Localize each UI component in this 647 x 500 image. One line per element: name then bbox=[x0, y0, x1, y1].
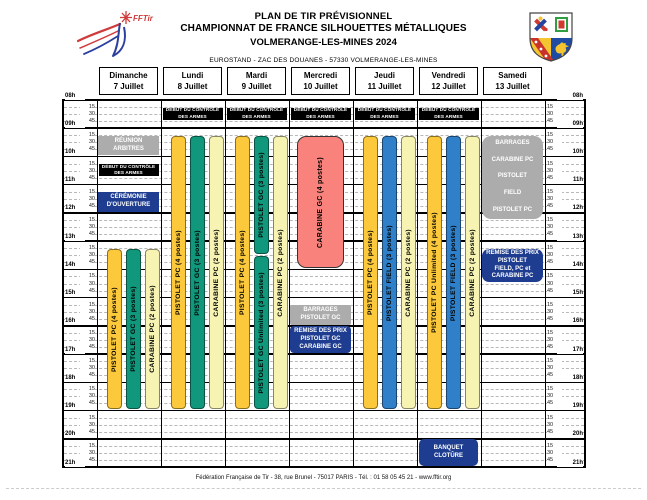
quarter-label-left: 45 bbox=[80, 316, 95, 322]
hour-label-left: 10h bbox=[65, 149, 85, 156]
day-header bbox=[483, 67, 542, 95]
quarter-gridline bbox=[64, 425, 584, 426]
day-date: 11 Juillet bbox=[367, 81, 402, 91]
hour-label-left: 11h bbox=[65, 177, 85, 184]
event-session-bar bbox=[107, 249, 122, 410]
event-box-line: BARRAGES bbox=[495, 140, 530, 147]
event-box-line: PISTOLET GC bbox=[300, 335, 341, 342]
quarter-label-left: 45 bbox=[80, 457, 95, 463]
quarter-label-left: 30 bbox=[80, 281, 95, 287]
day-name: Jeudi bbox=[374, 70, 395, 80]
quarter-label-right: 15 bbox=[547, 245, 562, 251]
day-name: Mardi bbox=[245, 70, 268, 80]
event-session-bar bbox=[363, 136, 378, 409]
page-location-year: VOLMERANGE-LES-MINES 2024 bbox=[250, 37, 397, 48]
hour-label-left: 08h bbox=[65, 93, 85, 100]
hour-label-right: 09h bbox=[557, 121, 583, 128]
quarter-label-left: 30 bbox=[80, 196, 95, 202]
notice-line: DES ARMES bbox=[114, 170, 143, 176]
event-box-line: PISTOLET bbox=[497, 173, 528, 180]
event-session-bar bbox=[190, 136, 205, 409]
event-info-box bbox=[482, 249, 543, 282]
event-session-bar bbox=[254, 256, 269, 409]
quarter-label-left: 45 bbox=[80, 175, 95, 181]
event-label: PISTOLET FIELD (3 postes) bbox=[450, 224, 457, 321]
quarter-gridline bbox=[64, 446, 584, 447]
notice-line: DÉBUT DU CONTRÔLE bbox=[293, 107, 348, 113]
hour-label-right: 14h bbox=[557, 262, 583, 269]
hour-label-right: 17h bbox=[557, 347, 583, 354]
weapons-control-notice bbox=[419, 108, 479, 120]
notice-line: DÉBUT DU CONTRÔLE bbox=[101, 163, 156, 169]
hour-label-right: 15h bbox=[557, 290, 583, 297]
quarter-label-right: 45 bbox=[547, 344, 562, 350]
event-box-line: REMISE DES PRIX bbox=[486, 249, 539, 256]
event-box-line: BARRAGES bbox=[303, 307, 338, 314]
quarter-label-right: 45 bbox=[547, 146, 562, 152]
event-session-bar bbox=[427, 136, 442, 409]
hour-label-left: 20h bbox=[65, 431, 85, 438]
quarter-label-right: 30 bbox=[547, 365, 562, 371]
quarter-label-right: 15 bbox=[547, 302, 562, 308]
hour-label-right: 16h bbox=[557, 318, 583, 325]
event-box-line: REMISE DES PRIX bbox=[294, 327, 347, 334]
hour-label-left: 16h bbox=[65, 318, 85, 325]
day-header bbox=[355, 67, 414, 95]
hour-label-left: 09h bbox=[65, 121, 85, 128]
event-session-bar bbox=[209, 136, 224, 409]
quarter-label-left: 15 bbox=[80, 302, 95, 308]
quarter-label-left: 30 bbox=[80, 337, 95, 343]
day-name: Vendredi bbox=[431, 70, 466, 80]
event-box-line: FIELD bbox=[503, 190, 522, 196]
notice-line: DÉBUT DU CONTRÔLE bbox=[357, 107, 412, 113]
weapons-control-notice bbox=[291, 108, 351, 120]
event-label: PISTOLET PC (4 postes) bbox=[111, 286, 118, 372]
event-label: PISTOLET PC (4 postes) bbox=[239, 230, 246, 316]
quarter-label-right: 15 bbox=[547, 189, 562, 195]
event-session-bar bbox=[235, 136, 250, 409]
event-label: CARABINE PC (2 postes) bbox=[277, 228, 284, 317]
hour-label-right: 18h bbox=[557, 375, 583, 382]
weapons-control-notice bbox=[227, 108, 287, 120]
hour-label-left: 21h bbox=[65, 460, 85, 467]
table-outer-border-left bbox=[62, 100, 64, 467]
event-label: CARABINE PC (2 postes) bbox=[469, 228, 476, 317]
quarter-gridline bbox=[64, 432, 584, 433]
day-name: Dimanche bbox=[109, 70, 148, 80]
hour-label-left: 18h bbox=[65, 375, 85, 382]
quarter-label-left: 15 bbox=[80, 104, 95, 110]
quarter-label-left: 45 bbox=[80, 372, 95, 378]
hour-label-right: 12h bbox=[557, 205, 583, 212]
event-box-line: RÉUNION bbox=[114, 137, 143, 144]
quarter-label-right: 30 bbox=[547, 393, 562, 399]
event-box-line: ARBITRES bbox=[113, 145, 144, 152]
quarter-label-right: 15 bbox=[547, 217, 562, 223]
quarter-label-right: 15 bbox=[547, 358, 562, 364]
quarter-label-right: 45 bbox=[547, 118, 562, 124]
event-label: PISTOLET GC Unlimited (3 postes) bbox=[258, 271, 265, 394]
quarter-label-left: 45 bbox=[80, 203, 95, 209]
quarter-label-left: 30 bbox=[80, 393, 95, 399]
event-info-box bbox=[98, 136, 159, 155]
hour-label-left: 17h bbox=[65, 347, 85, 354]
quarter-gridline bbox=[64, 418, 584, 419]
hour-label-right: 21h bbox=[557, 460, 583, 467]
quarter-label-left: 45 bbox=[80, 429, 95, 435]
quarter-label-right: 30 bbox=[547, 252, 562, 258]
event-label: CARABINE PC (2 postes) bbox=[213, 228, 220, 317]
quarter-label-left: 15 bbox=[80, 386, 95, 392]
event-label: PISTOLET GC (3 postes) bbox=[194, 229, 201, 316]
quarter-label-left: 30 bbox=[80, 309, 95, 315]
quarter-label-right: 45 bbox=[547, 288, 562, 294]
event-info-box bbox=[290, 305, 351, 324]
quarter-label-right: 30 bbox=[547, 309, 562, 315]
day-date: 7 Juillet bbox=[113, 81, 144, 91]
event-label: PISTOLET PC (4 postes) bbox=[367, 230, 374, 316]
notice-line: DÉBUT DU CONTRÔLE bbox=[165, 107, 220, 113]
quarter-gridline bbox=[64, 284, 584, 285]
event-session-bar bbox=[446, 136, 461, 409]
hour-label-right: 20h bbox=[557, 431, 583, 438]
event-session-bar bbox=[126, 249, 141, 410]
event-label: CARABINE GC (4 postes) bbox=[317, 156, 324, 248]
quarter-label-right: 15 bbox=[547, 330, 562, 336]
hour-gridline bbox=[62, 99, 586, 101]
event-box-line: CARABINE GC bbox=[299, 343, 342, 350]
event-info-box bbox=[98, 192, 159, 211]
day-date: 8 Juillet bbox=[177, 81, 208, 91]
hour-gridline bbox=[62, 438, 586, 440]
quarter-label-left: 45 bbox=[80, 146, 95, 152]
notice-line: DES ARMES bbox=[370, 113, 399, 119]
quarter-label-left: 45 bbox=[80, 288, 95, 294]
quarter-label-left: 30 bbox=[80, 224, 95, 230]
quarter-label-left: 45 bbox=[80, 259, 95, 265]
event-session-bar bbox=[465, 136, 480, 409]
event-label: PISTOLET FIELD (3 postes) bbox=[386, 224, 393, 321]
quarter-label-right: 15 bbox=[547, 273, 562, 279]
column-border bbox=[225, 100, 226, 467]
event-session-bar bbox=[273, 136, 288, 409]
quarter-label-right: 45 bbox=[547, 231, 562, 237]
quarter-label-left: 45 bbox=[80, 118, 95, 124]
quarter-label-left: 30 bbox=[80, 168, 95, 174]
event-box-line: CARABINE PC bbox=[491, 156, 534, 163]
event-box-line: D'OUVERTURE bbox=[106, 202, 151, 209]
event-session-bar bbox=[145, 249, 160, 410]
page-title: PLAN DE TIR PRÉVISIONNEL bbox=[254, 11, 393, 22]
event-session-bar bbox=[382, 136, 397, 409]
event-box-line: PISTOLET GC bbox=[300, 314, 341, 321]
day-header bbox=[99, 67, 158, 95]
event-box-line: CÉRÉMONIE bbox=[110, 194, 147, 201]
hour-gridline bbox=[62, 127, 586, 129]
day-header bbox=[419, 67, 478, 95]
event-box-line: PISTOLET bbox=[497, 257, 528, 264]
quarter-label-left: 15 bbox=[80, 415, 95, 421]
day-header bbox=[163, 67, 222, 95]
day-name: Samedi bbox=[498, 70, 527, 80]
quarter-label-left: 30 bbox=[80, 111, 95, 117]
hour-label-right: 11h bbox=[557, 177, 583, 184]
quarter-label-left: 15 bbox=[80, 217, 95, 223]
day-date: 10 Juillet bbox=[303, 81, 338, 91]
hour-label-left: 19h bbox=[65, 403, 85, 410]
quarter-label-right: 15 bbox=[547, 386, 562, 392]
quarter-label-right: 30 bbox=[547, 139, 562, 145]
footer-dashed-line bbox=[6, 488, 641, 489]
event-label: CARABINE PC (2 postes) bbox=[149, 285, 156, 373]
quarter-label-left: 45 bbox=[80, 344, 95, 350]
quarter-gridline bbox=[64, 361, 584, 362]
notice-line: DES ARMES bbox=[178, 113, 207, 119]
quarter-gridline bbox=[64, 396, 584, 397]
quarter-gridline bbox=[64, 121, 584, 122]
quarter-label-left: 30 bbox=[80, 252, 95, 258]
quarter-label-left: 15 bbox=[80, 443, 95, 449]
quarter-label-left: 15 bbox=[80, 273, 95, 279]
quarter-label-left: 30 bbox=[80, 365, 95, 371]
event-info-box bbox=[290, 326, 351, 352]
quarter-label-right: 30 bbox=[547, 422, 562, 428]
quarter-label-right: 45 bbox=[547, 457, 562, 463]
quarter-label-right: 15 bbox=[547, 161, 562, 167]
event-label: PISTOLET GC (3 postes) bbox=[130, 286, 137, 372]
fftir-logo-text: FFTir bbox=[133, 14, 153, 23]
hour-label-right: 13h bbox=[557, 234, 583, 241]
venue-address: EUROSTAND - ZAC DES DOUANES - 57330 VOLMERANGE-LES-MINES bbox=[209, 57, 438, 64]
quarter-label-right: 45 bbox=[547, 316, 562, 322]
weapons-control-notice bbox=[355, 108, 415, 120]
quarter-label-right: 15 bbox=[547, 415, 562, 421]
event-label: CARABINE PC (2 postes) bbox=[405, 228, 412, 317]
day-date: 9 Juillet bbox=[241, 81, 272, 91]
quarter-label-right: 30 bbox=[547, 281, 562, 287]
event-session-bar bbox=[254, 136, 269, 254]
notice-line: DÉBUT DU CONTRÔLE bbox=[421, 107, 476, 113]
event-label: PISTOLET GC (3 postes) bbox=[258, 152, 265, 238]
day-header bbox=[227, 67, 286, 95]
quarter-label-right: 30 bbox=[547, 196, 562, 202]
column-border bbox=[545, 100, 546, 467]
notice-line: DES ARMES bbox=[434, 113, 463, 119]
hour-label-right: 10h bbox=[557, 149, 583, 156]
quarter-label-right: 30 bbox=[547, 337, 562, 343]
day-name: Lundi bbox=[181, 70, 204, 80]
quarter-label-right: 45 bbox=[547, 429, 562, 435]
column-border bbox=[417, 100, 418, 467]
quarter-label-right: 45 bbox=[547, 203, 562, 209]
quarter-gridline bbox=[64, 460, 584, 461]
day-date: 13 Juillet bbox=[495, 81, 530, 91]
quarter-gridline bbox=[64, 375, 584, 376]
quarter-label-left: 45 bbox=[80, 231, 95, 237]
hour-label-left: 12h bbox=[65, 205, 85, 212]
quarter-label-left: 15 bbox=[80, 189, 95, 195]
quarter-label-right: 15 bbox=[547, 132, 562, 138]
quarter-label-left: 30 bbox=[80, 139, 95, 145]
quarter-label-left: 45 bbox=[80, 400, 95, 406]
quarter-label-right: 15 bbox=[547, 104, 562, 110]
hour-label-right: 19h bbox=[557, 403, 583, 410]
quarter-label-left: 30 bbox=[80, 450, 95, 456]
quarter-label-right: 30 bbox=[547, 224, 562, 230]
page-subtitle: CHAMPIONNAT DE FRANCE SILHOUETTES MÉTALLIQUES bbox=[180, 23, 467, 34]
event-label: PISTOLET PC Unlimited (4 postes) bbox=[431, 212, 438, 334]
hour-gridline bbox=[62, 410, 586, 412]
event-session-bar bbox=[401, 136, 416, 409]
quarter-label-left: 15 bbox=[80, 358, 95, 364]
quarter-label-left: 15 bbox=[80, 245, 95, 251]
quarter-label-left: 30 bbox=[80, 422, 95, 428]
quarter-gridline bbox=[64, 368, 584, 369]
quarter-label-right: 30 bbox=[547, 168, 562, 174]
column-border bbox=[289, 100, 290, 467]
event-label: PISTOLET PC (4 postes) bbox=[175, 230, 182, 316]
event-box-line: PISTOLET PC bbox=[492, 206, 533, 213]
quarter-label-right: 30 bbox=[547, 111, 562, 117]
quarter-label-left: 15 bbox=[80, 161, 95, 167]
footer-text: Fédération Française de Tir - 38, rue Brunel - 75017 PARIS - Tél. : 01 58 05 45 21 - www.fftir.org bbox=[195, 475, 452, 481]
quarter-gridline bbox=[64, 389, 584, 390]
quarter-gridline bbox=[64, 403, 584, 404]
hour-label-left: 13h bbox=[65, 234, 85, 241]
quarter-label-right: 45 bbox=[547, 400, 562, 406]
event-info-box bbox=[419, 439, 478, 465]
hour-label-left: 15h bbox=[65, 290, 85, 297]
event-box-line: FIELD, PC et bbox=[494, 265, 531, 272]
day-header bbox=[291, 67, 350, 95]
weapons-control-notice bbox=[99, 164, 159, 176]
notice-line: DÉBUT DU CONTRÔLE bbox=[229, 107, 284, 113]
quarter-label-right: 15 bbox=[547, 443, 562, 449]
quarter-label-right: 45 bbox=[547, 372, 562, 378]
event-info-box bbox=[482, 136, 543, 219]
hour-gridline bbox=[62, 466, 586, 468]
day-date: 12 Juillet bbox=[431, 81, 466, 91]
event-box-line: CLOTÛRE bbox=[434, 452, 463, 459]
quarter-label-right: 45 bbox=[547, 259, 562, 265]
column-border bbox=[353, 100, 354, 467]
column-border bbox=[161, 100, 162, 467]
event-session-bar-wide bbox=[297, 136, 344, 268]
event-session-bar bbox=[171, 136, 186, 409]
quarter-gridline bbox=[64, 291, 584, 292]
weapons-control-notice bbox=[163, 108, 223, 120]
quarter-gridline bbox=[64, 453, 584, 454]
day-name: Mercredi bbox=[303, 70, 338, 80]
table-outer-border-right bbox=[584, 100, 586, 467]
notice-line: DES ARMES bbox=[306, 113, 335, 119]
quarter-label-right: 30 bbox=[547, 450, 562, 456]
hour-label-left: 14h bbox=[65, 262, 85, 269]
event-box-line: CARABINE PC bbox=[491, 273, 534, 280]
quarter-label-left: 15 bbox=[80, 132, 95, 138]
quarter-label-right: 45 bbox=[547, 175, 562, 181]
notice-line: DES ARMES bbox=[242, 113, 271, 119]
quarter-label-left: 15 bbox=[80, 330, 95, 336]
event-box-line: BANQUET bbox=[433, 444, 464, 451]
hour-label-right: 08h bbox=[557, 93, 583, 100]
